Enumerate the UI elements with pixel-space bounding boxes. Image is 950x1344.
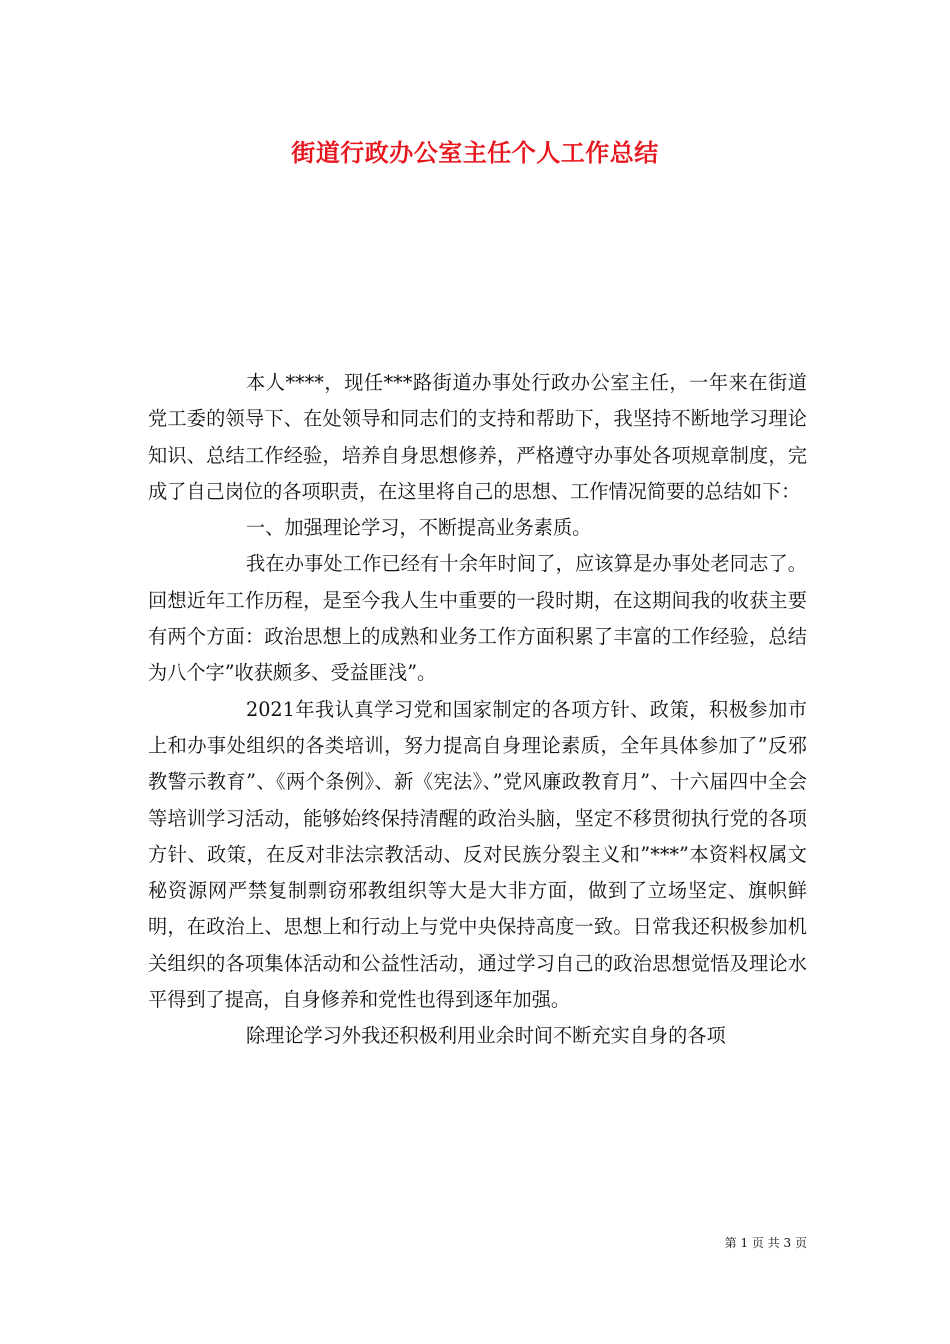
document-title: 街道行政办公室主任个人工作总结 <box>291 138 659 167</box>
paragraph-experience: 我在办事处工作已经有十余年时间了，应该算是办事处老同志了。回想近年工作历程，是至今我人生中重要的一段时期，在这期间我的收获主要有两个方面：政治思想上的成熟和业务工作方面积累了丰富的工作经验，总结为八个字”收获颇多、受益匪浅”。 <box>148 552 807 685</box>
section-heading-1: 一、加强理论学习，不断提高业务素质。 <box>246 516 592 540</box>
paragraph-intro: 本人****，现任***路街道办事处行政办公室主任，一年来在街道党工委的领导下、在处领导和同志们的支持和帮助下，我坚持不断地学习理论知识、总结工作经验，培养自身思想修养，严格遵守办事处各项规章制度，完成了自己岗位的各项职责，在这里将自己的思想、工作情况简要的总结如下： <box>148 371 807 503</box>
paragraph-extra-study: 除理论学习外我还积极利用业余时间不断充实自身的各项 <box>246 1024 726 1048</box>
paragraph-study-2021: 2021年我认真学习党和国家制定的各项方针、政策，积极参加市上和办事处组织的各类培训，努力提高自身理论素质，全年具体参加了”反邪教警示教育”、《两个条例》、新《宪法》、”党风廉政教育月”、十六届四中全会等培训学习活动，能够始终保持清醒的政治头脑，坚定不移贯彻执行党的各项方针、政策，在反对非法宗教活动、反对民族分裂主义和”***”本资料权属文秘资源网严禁复制剽窃邪教组织等大是大非方面，做到了立场坚定、旗帜鲜明，在政治上、思想上和行动上与党中央保持高度一致。日常我还积极参加机关组织的各项集体活动和公益性活动，通过学习自己的政治思想觉悟及理论水平得到了提高，自身修养和党性也得到逐年加强。 <box>148 697 807 1012</box>
page-number: 第 1 页 共 3 页 <box>724 1236 807 1250</box>
document-body <box>148 365 807 1055</box>
